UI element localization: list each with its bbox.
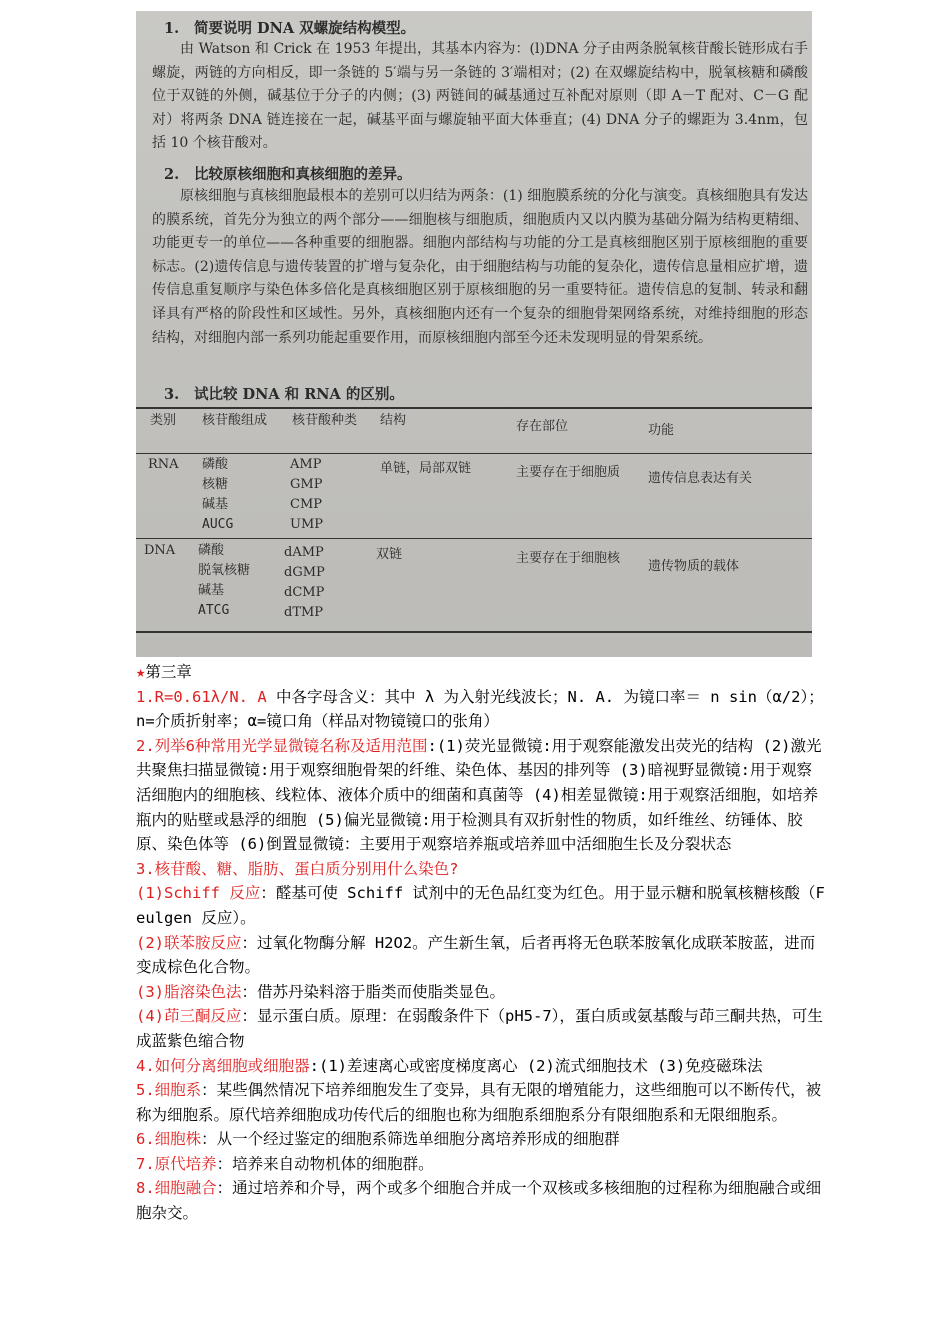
- chapter-notes: [136, 660, 826, 1226]
- note-item-heading: 8.细胞融合: [136, 1179, 217, 1198]
- star-icon: ★: [136, 663, 146, 681]
- table-row-rna-kinds: AMP GMP CMP UMP: [290, 457, 324, 532]
- table-header-function: 功能: [648, 423, 675, 438]
- note-item-heading: 1.R=0.61λ/N. A: [136, 687, 267, 706]
- note-item-text: ：从一个经过鉴定的细胞系筛选单细胞分离培养形成的细胞群: [201, 1130, 620, 1149]
- note-item-heading: (2)联苯胺反应: [136, 933, 242, 952]
- table-row-rule: [136, 538, 812, 539]
- note-item-text: ：通过培养和介导，两个或多个细胞合并成一个双核或多核细胞的过程称为细胞融合或细胞杂交。: [136, 1179, 822, 1223]
- table-row-rna-location: 主要存在于细胞质: [516, 465, 621, 480]
- note-item: [136, 1054, 826, 1079]
- note-item-text: ：过氧化物酶分解 H2O2。产生新生氧，后者再将无色联苯胺氧化成联苯胺蓝，进而变成棕色化合物。: [136, 933, 816, 977]
- note-item: [136, 734, 826, 857]
- note-item-text: :(1)荧光显微镜:用于观察能激发出荧光的结构 (2)激光共聚焦扫描显微镜:用于观察细胞骨架的纤维、染色体、基因的排列等 (3)暗视野显微镜:用于观察活细胞内的细胞核、线粒体、液体介质中的细菌和真菌等 (4)相差显微镜:用于观察活细胞，如培养瓶内的贴壁或悬浮的细胞 (5)偏光显微镜:用于检测具有双折射性的物质，如纤维丝、纺锤体、胶原、染色体等 (6)倒置显微镜：主要用于观察培养瓶或培养皿中活细胞生长及分裂状态: [136, 736, 822, 854]
- note-item: [136, 1004, 826, 1053]
- note-item-heading: 6.细胞株: [136, 1130, 202, 1149]
- note-item: [136, 881, 826, 930]
- note-item-heading: (1)Schiff 反应: [136, 884, 261, 903]
- note-item-heading: 5.细胞系: [136, 1081, 202, 1100]
- table-row-rna-structure: 单链，局部双链: [380, 461, 472, 476]
- table-row-dna-composition: 磷酸 脱氧核糖 碱基 ATCG: [198, 543, 251, 618]
- section-title-1: 1. 简要说明 DNA 双螺旋结构模型。: [164, 20, 416, 37]
- note-item: [136, 1078, 826, 1127]
- table-row-dna-type: DNA: [144, 543, 176, 558]
- table-header-kinds: 核苷酸种类: [292, 413, 358, 428]
- note-item: [136, 1127, 826, 1152]
- note-item-text: ：借苏丹染料溶于脂类而使脂类显色。: [241, 982, 506, 1001]
- table-row-dna-location: 主要存在于细胞核: [516, 551, 621, 566]
- note-item-text: ：培养来自动物机体的细胞群。: [216, 1154, 434, 1173]
- table-bottom-rule: [136, 631, 812, 633]
- note-item-heading: 3.核苷酸、糖、脂肪、蛋白质分别用什么染色?: [136, 859, 459, 878]
- note-item: [136, 1176, 826, 1225]
- note-item-text: 中各字母含义：其中 λ 为入射光线波长；N. A. 为镜口率＝ n sin（α/2）；n=介质折射率；α=镜口角（样品对物镜镜口的张角）: [136, 687, 824, 731]
- table-row-dna-structure: 双链: [376, 547, 403, 562]
- table-row-rna-composition: 磷酸 核糖 碱基 AUCG: [202, 457, 234, 532]
- section-title-2: 2. 比较原核细胞和真核细胞的差异。: [164, 166, 412, 183]
- chapter-heading: ★第三章: [136, 663, 192, 681]
- note-item-heading: (4)茚三酮反应: [136, 1007, 242, 1026]
- note-item-heading: 2.列举6种常用光学显微镜名称及适用范围: [136, 736, 428, 755]
- table-header-type: 类别: [150, 413, 177, 428]
- table-header-location: 存在部位: [516, 419, 569, 434]
- table-row-dna-kinds: dAMP dGMP dCMP dTMP: [284, 545, 325, 620]
- note-item-heading: 7.原代培养: [136, 1154, 217, 1173]
- note-item-heading: (3)脂溶染色法: [136, 982, 242, 1001]
- note-item: [136, 685, 826, 734]
- table-header-composition: 核苷酸组成: [202, 413, 268, 428]
- note-item: [136, 1152, 826, 1177]
- table-header-structure: 结构: [380, 413, 407, 428]
- table-row-dna-function: 遗传物质的载体: [648, 559, 740, 574]
- table-top-rule: [136, 407, 812, 409]
- note-item: [136, 980, 826, 1005]
- table-row-rna-type: RNA: [148, 457, 179, 472]
- note-item-text: ：显示蛋白质。原理：在弱酸条件下（pH5-7），蛋白质或氨基酸与茚三酮共热，可生成蓝紫色缩合物: [136, 1007, 823, 1050]
- note-item-text: ：醛基可使 Schiff 试剂中的无色品红变为红色。用于显示糖和脱氧核糖核酸（Feulgen 反应）。: [136, 884, 825, 927]
- table-row-rna-function: 遗传信息表达有关: [648, 471, 753, 486]
- section-body-2: 原核细胞与真核细胞最根本的差别可以归结为两条：(1) 细胞膜系统的分化与演变。真核细胞具有发达的膜系统，首先分为独立的两个部分——细胞核与细胞质，细胞质内又以内膜为基础分隔为结构更精细、功能更专一的单位——各种重要的细胞器。细胞内部结构与功能的分工是真核细胞区别于原核细胞的重要标志。(2)遗传信息与遗传装置的扩增与复杂化，由于细胞结构与功能的复杂化，遗传信息量相应扩增，遗传信息重复顺序与染色体多倍化是真核细胞区别于原核细胞的另一重要特征。遗传信息的复制、转录和翻译具有严格的阶段性和区域性。另外，真核细胞内还有一个复杂的细胞骨架网络系统，对维持细胞的形态结构，对细胞内部一系列功能起重要作用，而原核细胞内部至今还未发现明显的骨架系统。: [152, 188, 808, 346]
- note-item-text: ：某些偶然情况下培养细胞发生了变异，具有无限的增殖能力，这些细胞可以不断传代，被称为细胞系。原代培养细胞成功传代后的细胞也称为细胞系细胞系分有限细胞系和无限细胞系。: [136, 1081, 822, 1124]
- note-item: [136, 857, 826, 882]
- note-item-text: :(1)差速离心或密度梯度离心 (2)流式细胞技术 (3)免疫磁珠法: [309, 1056, 763, 1075]
- table-header-rule: [136, 453, 812, 454]
- note-item-heading: 4.如何分离细胞或细胞器: [136, 1056, 310, 1075]
- note-item: [136, 931, 826, 980]
- textbook-photo: [136, 11, 812, 657]
- section-title-3: 3. 试比较 DNA 和 RNA 的区别。: [164, 386, 404, 403]
- section-body-1: 由 Watson 和 Crick 在 1953 年提出，其基本内容为：(l)DNA 分子由两条脱氧核苷酸长链形成右手螺旋，两链的方向相反，即一条链的 5′端与另一条链的 3′端相对；(2) 在双螺旋结构中，脱氧核糖和磷酸位于双链的外侧，碱基位于分子的内侧；(3) 两链间的碱基通过互补配对原则（即 A－T 配对、C－G 配对）将两条 DNA 链连接在一起，碱基平面与螺旋轴平面大体垂直；(4) DNA 分子的螺距为 3.4nm，包括 10 个核苷酸对。: [152, 41, 808, 152]
